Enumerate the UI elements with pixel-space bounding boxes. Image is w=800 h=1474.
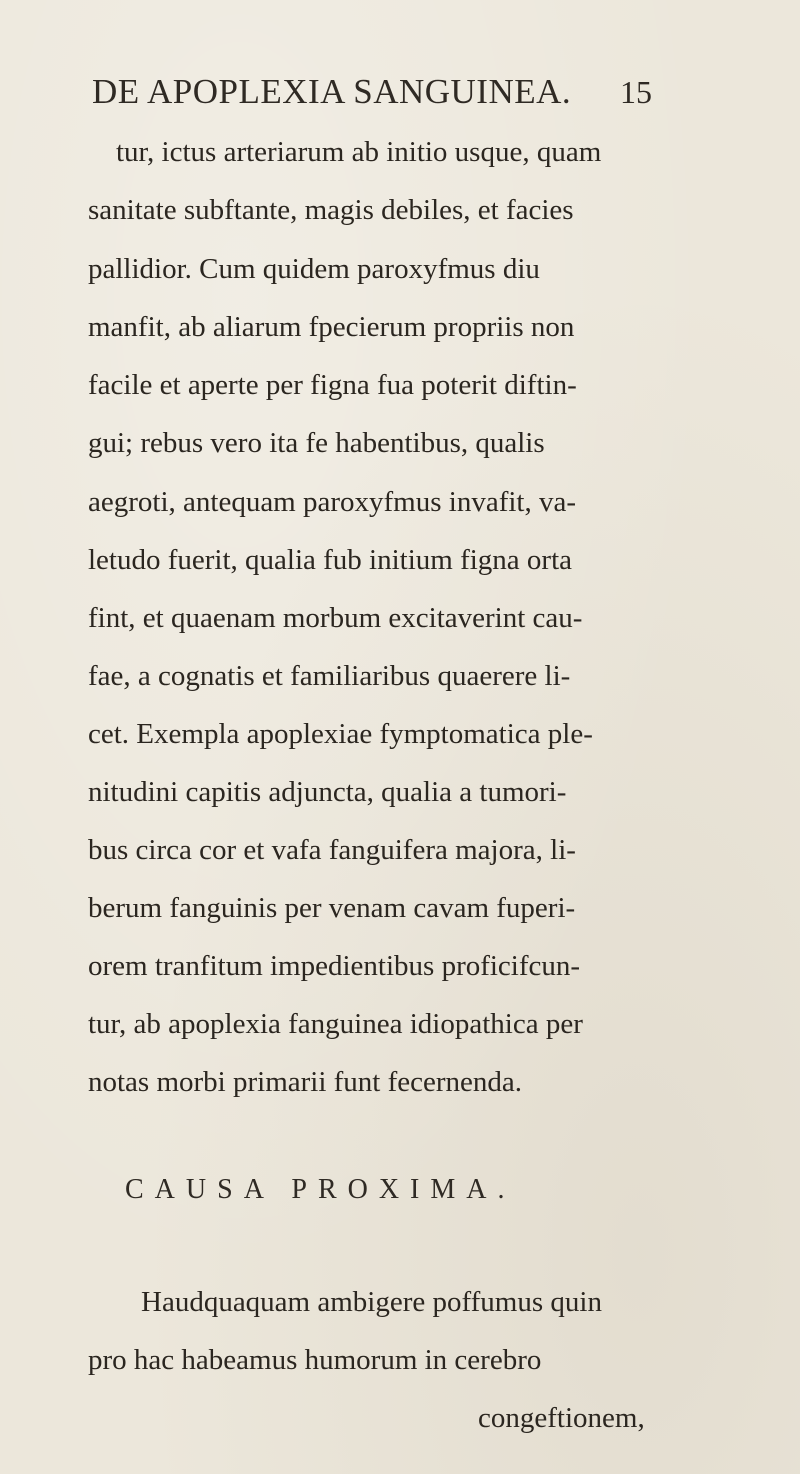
text-line: bus circa cor et vafa fanguifera majora, li-: [88, 834, 576, 866]
text-line: berum fanguinis per venam cavam fuperi-: [88, 892, 576, 924]
text-line: tur, ab apoplexia fanguinea idiopathica per: [88, 1008, 583, 1040]
text-line: manfit, ab aliarum fpecierum propriis non: [88, 311, 575, 343]
text-line: nitudini capitis adjuncta, qualia a tumori-: [88, 776, 567, 808]
text-line: gui; rebus vero ita fe habentibus, qualis: [88, 427, 545, 459]
text-line: fint, et quaenam morbum excitaverint cau-: [88, 602, 583, 634]
text-line: fae, a cognatis et familiaribus quaerere li-: [88, 660, 571, 692]
section-heading: CAUSA PROXIMA.: [125, 1174, 516, 1205]
text-line: tur, ictus arteriarum ab initio usque, quam: [116, 136, 602, 168]
running-title: DE APOPLEXIA SANGUINEA.: [92, 72, 572, 111]
text-line: sanitate subftante, magis debiles, et facies: [88, 194, 574, 226]
text-line: aegroti, antequam paroxyfmus invafit, va-: [88, 486, 577, 518]
catchword-line: congeftionem,: [478, 1402, 645, 1434]
page-number: 15: [620, 74, 652, 110]
text-line: orem tranfitum impedientibus proficifcun-: [88, 950, 581, 982]
text-line: cet. Exempla apoplexiae fymptomatica ple-: [88, 718, 593, 750]
text-line: facile et aperte per figna fua poterit diftin-: [88, 369, 577, 401]
text-line: Haudquaquam ambigere poffumus quin: [141, 1286, 602, 1318]
text-line: letudo fuerit, qualia fub initium figna orta: [88, 544, 573, 576]
text-line: notas morbi primarii funt fecernenda.: [88, 1066, 523, 1098]
text-line: pallidior. Cum quidem paroxyfmus diu: [88, 253, 540, 285]
text-line: pro hac habeamus humorum in cerebro: [88, 1344, 542, 1376]
